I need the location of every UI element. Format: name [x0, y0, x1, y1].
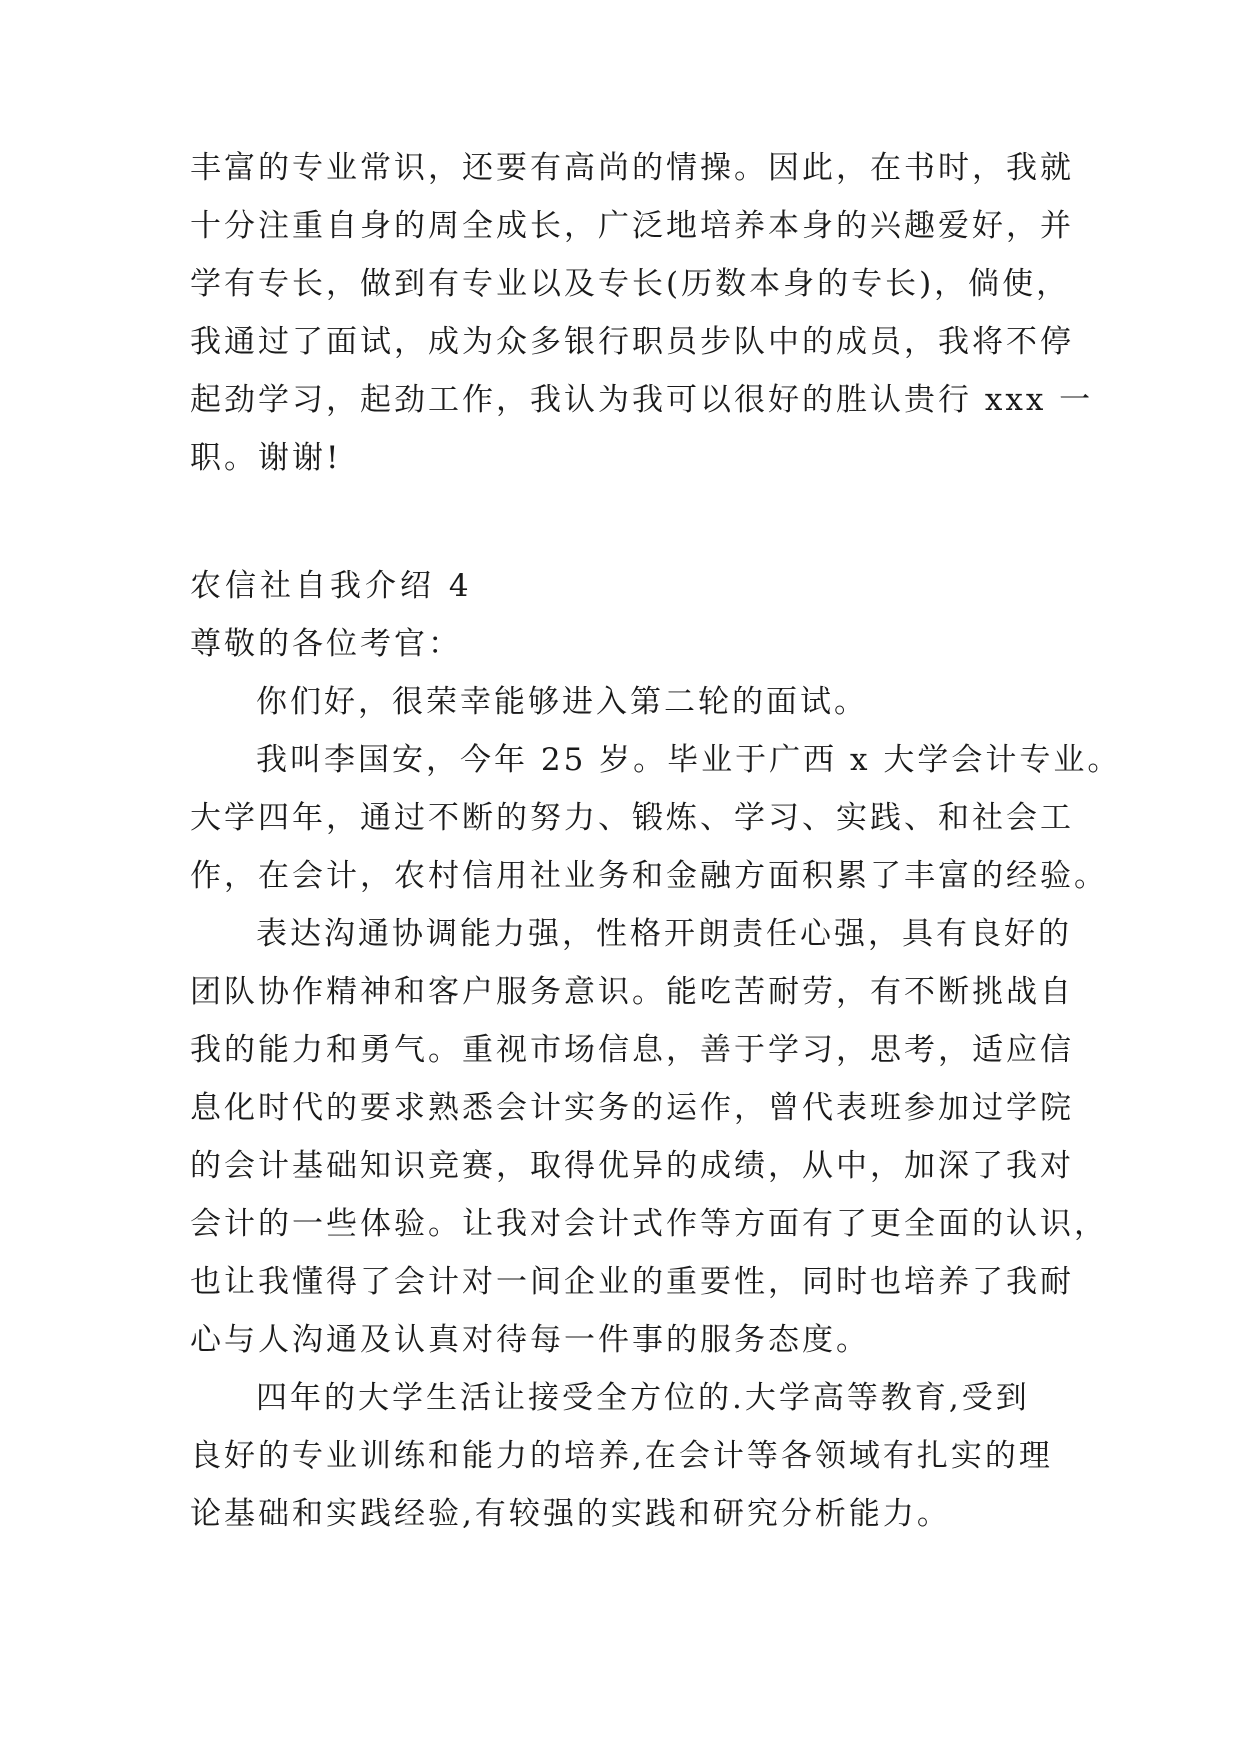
paragraph-line: 四年的大学生活让接受全方位的.大学高等教育,受到	[256, 1380, 1030, 1416]
paragraph-line: 丰富的专业常识，还要有高尚的情操。因此，在书时，我就	[190, 150, 1074, 186]
paragraph-line: 职。谢谢!	[190, 440, 342, 476]
paragraph-line: 良好的专业训练和能力的培养,在会计等各领域有扎实的理	[190, 1438, 1053, 1474]
section-title: 农信社自我介绍 4	[190, 568, 473, 604]
paragraph-line: 我叫李国安，今年 25 岁。毕业于广西 x 大学会计专业。	[256, 742, 1122, 778]
paragraph-line: 我的能力和勇气。重视市场信息，善于学习，思考，适应信	[190, 1032, 1074, 1068]
paragraph-line: 学有专长，做到有专业以及专长(历数本身的专长)，倘使，	[190, 266, 1071, 302]
paragraph-line: 我通过了面试，成为众多银行职员步队中的成员，我将不停	[190, 324, 1074, 360]
paragraph-line: 论基础和实践经验,有较强的实践和研究分析能力。	[190, 1496, 951, 1532]
paragraph-line: 息化时代的要求熟悉会计实务的运作，曾代表班参加过学院	[190, 1090, 1074, 1126]
paragraph-line: 心与人沟通及认真对待每一件事的服务态度。	[190, 1322, 870, 1358]
paragraph-line: 团队协作精神和客户服务意识。能吃苦耐劳，有不断挑战自	[190, 974, 1074, 1010]
paragraph-line: 十分注重自身的周全成长，广泛地培养本身的兴趣爱好，并	[190, 208, 1074, 244]
paragraph-line: 作，在会计，农村信用社业务和金融方面积累了丰富的经验。	[190, 858, 1108, 894]
salutation: 尊敬的各位考官：	[190, 626, 462, 662]
paragraph-line: 你们好，很荣幸能够进入第二轮的面试。	[256, 684, 868, 720]
paragraph-line: 也让我懂得了会计对一间企业的重要性，同时也培养了我耐	[190, 1264, 1074, 1300]
paragraph-line: 会计的一些体验。让我对会计式作等方面有了更全面的认识，	[190, 1206, 1108, 1242]
paragraph-line: 大学四年，通过不断的努力、锻炼、学习、实践、和社会工	[190, 800, 1074, 836]
paragraph-line: 起劲学习，起劲工作，我认为我可以很好的胜认贵行 xxx 一	[190, 382, 1094, 418]
paragraph-line: 的会计基础知识竞赛，取得优异的成绩，从中，加深了我对	[190, 1148, 1074, 1184]
paragraph-line: 表达沟通协调能力强，性格开朗责任心强，具有良好的	[256, 916, 1072, 952]
